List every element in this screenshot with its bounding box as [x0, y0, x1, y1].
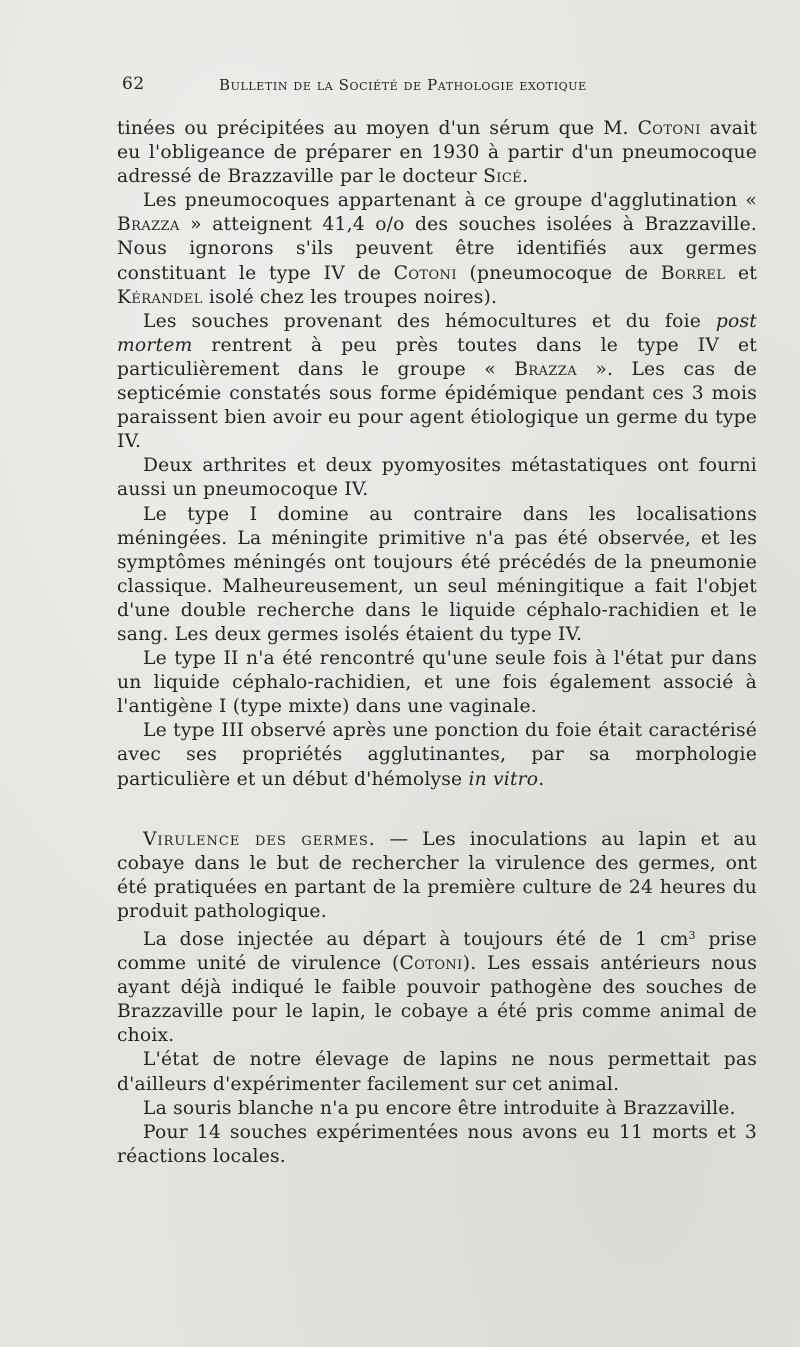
- text-run: — Les inoculations au lapin et au cobaye dans le but de rechercher la virulence des germes, ont été pratiquées en partant de la première culture de 24 heures du produit pathologique.: [117, 828, 757, 922]
- paragraph-5: Le type I domine au contraire dans les localisations méningées. La méningite primitive n'a pas été observée, et les symptômes méningés ont toujours été précédés de la pneumonie classique. Malheureusement, un seul méningitique a fait l'objet d'une double recherche dans le liquide céphalo-rachidien et le sang. Les deux germes isolés étaient du type IV.: [117, 503, 757, 645]
- latin-phrase: in vitro: [468, 768, 539, 790]
- author-name: Sicé: [483, 166, 523, 188]
- group-name: Brazza: [117, 214, 180, 236]
- author-name: Kérandel: [117, 286, 203, 308]
- paragraph-9: [117, 924, 757, 1048]
- text-run: Les souches provenant des hémocultures et du foie: [143, 310, 716, 332]
- paragraph-7: [117, 719, 757, 791]
- page-number: 62: [122, 74, 145, 94]
- text-run: » atteignent 41,4 o/o des souches isolées à Brazzaville. Nous ignorons s'ils peuvent être identifiés aux germes constituant le type IV de: [117, 214, 757, 284]
- author-name: Cotoni: [393, 262, 457, 284]
- running-title: Bulletin de la Société de Pathologie exotique: [219, 76, 587, 94]
- latin-phrase: post mortem: [117, 310, 757, 356]
- paragraph-2: [117, 189, 757, 309]
- text-run: isolé chez les troupes noires).: [202, 286, 498, 308]
- text-run: prise comme unité de virulence (: [117, 929, 757, 975]
- paragraph-6: Le type II n'a été rencontré qu'une seule fois à l'état pur dans un liquide céphalo-rachidien, et une fois également associé à l'antigène I (type mixte) dans une vaginale.: [117, 648, 757, 718]
- text-run: rentrent à peu près toutes dans le type IV et particulièrement dans le groupe «: [117, 334, 757, 380]
- paragraph-11: La souris blanche n'a pu encore être introduite à Brazzaville.: [143, 1097, 736, 1119]
- text-run: .: [538, 768, 545, 790]
- paragraph-3: [117, 310, 757, 455]
- text-run: Le type III observé après une ponction du foie était caractérisé avec ses propriétés agglutinantes, par sa morphologie particulière et un début d'hémolyse: [117, 720, 757, 790]
- text-run: ). Les essais antérieurs nous ayant déjà indiqué le faible pouvoir pathogène des souches de Brazzaville pour le lapin, le cobaye a été pris comme animal de choix.: [117, 953, 757, 1047]
- paragraph-4: Deux arthrites et deux pyomyosites métastatiques ont fourni aussi un pneumocoque IV.: [117, 455, 757, 501]
- paragraph-12: Pour 14 souches expérimentées nous avons eu 11 morts et 3 réactions locales.: [117, 1121, 757, 1167]
- author-name: Cotoni: [637, 118, 701, 139]
- text-run: tinées ou précipitées au moyen d'un sérum que M.: [117, 118, 638, 139]
- text-run: ». Les cas de septicémie constatés sous forme épidémique pendant ces 3 mois paraissent bien avoir eu pour agent étiologique un germe du type IV.: [117, 358, 757, 453]
- text-run: avait eu l'obligeance de préparer en 1930 à partir d'un pneumocoque adressé de Brazzaville par le docteur: [117, 118, 758, 188]
- text-run: Les pneumocoques appartenant à ce groupe d'agglutination «: [143, 190, 757, 212]
- superscript: 3: [688, 929, 696, 942]
- text-run: et: [725, 262, 758, 284]
- paragraph-1: [117, 117, 757, 189]
- text-run: .: [522, 166, 529, 188]
- group-name: Brazza: [514, 358, 577, 380]
- paragraph-10: L'état de notre élevage de lapins ne nous permettait pas d'ailleurs d'expérimenter facilement sur cet animal.: [117, 1049, 757, 1095]
- section-spacer: [117, 792, 757, 828]
- text-run: (pneumocoque de: [456, 262, 661, 284]
- section-heading: Virulence des germes.: [143, 828, 376, 850]
- author-name: Cotoni: [399, 953, 463, 975]
- text-run: La dose injectée au départ à toujours été de 1 cm: [143, 929, 689, 950]
- author-name: Borrel: [660, 262, 726, 284]
- paragraph-8: [117, 828, 757, 924]
- article-body: [117, 117, 757, 1169]
- page-header: [122, 70, 674, 100]
